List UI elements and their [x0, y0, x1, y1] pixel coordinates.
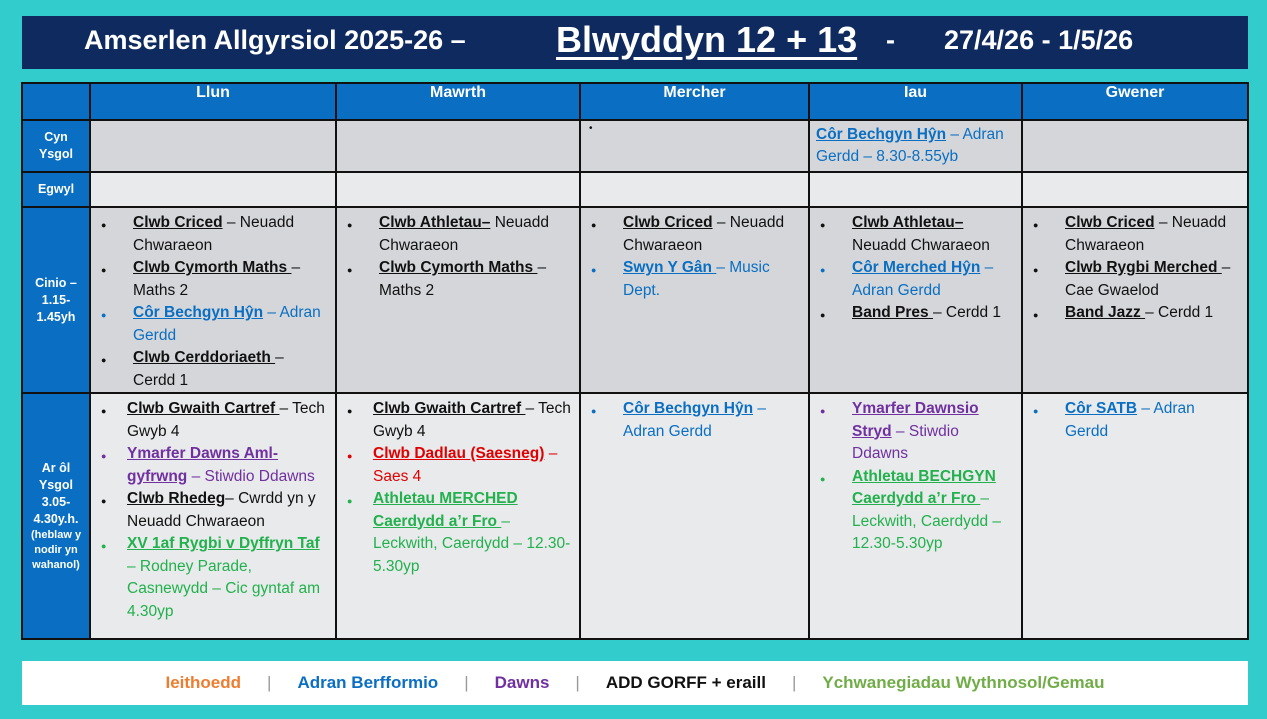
- activity-item: [343, 257, 573, 302]
- day-header-row: [22, 83, 1248, 120]
- bullet-marker: ●: [347, 451, 353, 461]
- activity-name: Côr Bechgyn Hŷn: [623, 400, 754, 417]
- timetable: [21, 82, 1249, 640]
- activity-list: [91, 394, 335, 623]
- activity-item: [97, 488, 329, 533]
- activity-name: Clwb Criced: [1065, 214, 1155, 231]
- legend-separator: |: [267, 673, 272, 692]
- activity-detail: – Neuadd Chwaraeon: [133, 214, 295, 254]
- bullet-marker: ●: [101, 451, 107, 461]
- activity-list: [581, 394, 808, 443]
- activity-detail: – Maths 2: [133, 259, 301, 299]
- row-label-egwyl: Egwyl: [22, 172, 90, 207]
- cell-cinio-llun: [90, 207, 336, 393]
- activity-detail: – Adran Gerdd: [133, 304, 321, 344]
- bullet-marker: ●: [820, 220, 826, 230]
- cell-arol-iau: [809, 393, 1022, 639]
- activity-name: Clwb Gwaith Cartref: [373, 400, 526, 417]
- activity-detail: – Adran Gerdd: [623, 400, 766, 440]
- cell-egwyl-mercher: [580, 172, 809, 207]
- activity-name: Clwb Athletau–: [852, 214, 964, 231]
- legend-dawns: Dawns: [494, 673, 550, 692]
- day-header-gwener: Gwener: [1022, 83, 1248, 120]
- colour-legend: [22, 661, 1248, 705]
- activity-item: [97, 398, 329, 443]
- bullet-marker: ●: [820, 310, 826, 320]
- activity-item: [97, 533, 329, 623]
- activity-detail: – Tech Gwyb 4: [373, 400, 571, 440]
- activity-name: Clwb Dadlau (Saesneg): [373, 445, 545, 462]
- bullet-marker: ●: [101, 496, 107, 506]
- activity-item: [343, 398, 573, 443]
- activity-item: [816, 257, 1015, 302]
- row-ar-ol-ysgol: [22, 393, 1248, 639]
- activity-detail: – Adran Gerdd: [1065, 400, 1195, 440]
- bullet-marker: ●: [347, 406, 353, 416]
- activity-detail: – Neuadd Chwaraeon: [1065, 214, 1227, 254]
- legend-separator: |: [791, 673, 797, 692]
- cell-cinio-mercher: [580, 207, 809, 393]
- activity-item: [587, 257, 802, 302]
- cell-cinio-iau: [809, 207, 1022, 393]
- activity-entry: [810, 121, 1021, 171]
- row-egwyl: [22, 172, 1248, 207]
- corner-cell: [22, 83, 90, 120]
- legend-separator: |: [464, 673, 469, 692]
- activity-item: [97, 212, 329, 257]
- activity-item: [343, 488, 573, 578]
- activity-name: Athletau MERCHED Caerdydd a’r Fro: [373, 490, 518, 530]
- activity-item: [1029, 302, 1241, 325]
- activity-name: Clwb Rhedeg: [127, 490, 226, 507]
- cell-egwyl-iau: [809, 172, 1022, 207]
- activity-list: [1023, 208, 1247, 325]
- activity-item: [343, 443, 573, 488]
- activity-list: [1023, 394, 1247, 443]
- activity-detail: – Saes 4: [373, 445, 558, 485]
- row-label-cyn-ysgol: [22, 120, 90, 172]
- row-label-line: 3.05-: [41, 494, 71, 509]
- activity-item: [587, 398, 802, 443]
- cell-cyn-mercher: [580, 120, 809, 172]
- day-header-mercher: Mercher: [580, 83, 809, 120]
- bullet-marker: ●: [347, 496, 353, 506]
- activity-name: Ymarfer Dawnsio Stryd: [852, 400, 979, 440]
- cell-egwyl-llun: [90, 172, 336, 207]
- activity-item: [97, 302, 329, 347]
- activity-name: Clwb Athletau–: [379, 214, 491, 231]
- activity-name: Côr Bechgyn Hŷn: [133, 304, 264, 321]
- activity-name: Clwb Cerddoriaeth: [133, 349, 276, 366]
- activity-item: [343, 212, 573, 257]
- row-label-line: 1.45yh: [36, 309, 76, 324]
- row-label-line: 4.30y.h.: [33, 511, 79, 526]
- cell-egwyl-gwener: [1022, 172, 1248, 207]
- cell-arol-mawrth: [336, 393, 580, 639]
- row-label-line: nodir yn: [34, 543, 78, 556]
- cell-egwyl-mawrth: [336, 172, 580, 207]
- legend-add-gorff: ADD GORFF + eraill: [605, 673, 766, 692]
- activity-name: Clwb Cymorth Maths: [379, 259, 538, 276]
- activity-detail: – Stiwdio Ddawns: [852, 422, 959, 462]
- cell-cyn-mawrth: [336, 120, 580, 172]
- activity-name: Côr Bechgyn Hŷn: [816, 126, 947, 143]
- week-dates: 27/4/26 - 1/5/26: [944, 25, 1134, 55]
- activity-detail: Neuadd Chwaraeon: [852, 236, 990, 254]
- row-label-line: Ar ôl: [41, 460, 71, 475]
- activity-list: [810, 208, 1021, 325]
- bullet-marker: ●: [1033, 265, 1039, 275]
- cell-cinio-mawrth: [336, 207, 580, 393]
- bullet-marker: ●: [820, 473, 826, 484]
- row-label-line: Ysgol: [38, 147, 74, 161]
- activity-item: [1029, 398, 1241, 443]
- activity-name: Swyn Y Gân: [623, 259, 717, 276]
- page-title: Amserlen Allgyrsiol 2025-26 –: [84, 25, 466, 55]
- activity-name: Clwb Criced: [133, 214, 223, 231]
- activity-detail: – Leckwith, Caerdydd – 12.30-5.30yp: [852, 490, 1002, 552]
- row-label-line: wahanol): [32, 558, 80, 571]
- activity-detail: – Cwrdd yn y Neuadd Chwaraeon: [127, 490, 316, 530]
- bullet-marker: ●: [101, 310, 107, 320]
- activity-list: [581, 208, 808, 302]
- activity-detail: – Maths 2: [379, 259, 547, 299]
- row-cyn-ysgol: [22, 120, 1248, 172]
- activity-detail: Neuadd Chwaraeon: [379, 214, 549, 254]
- activity-list: [810, 394, 1021, 556]
- bullet-marker: ●: [101, 265, 107, 275]
- bullet-marker: ●: [591, 406, 597, 416]
- day-header-mawrth: Mawrth: [336, 83, 580, 120]
- activity-name: Clwb Gwaith Cartref: [127, 400, 280, 417]
- bullet-marker: ●: [1033, 220, 1039, 230]
- activity-detail: – Rodney Parade, Casnewydd – Cic gyntaf am 4.30yp: [127, 557, 320, 620]
- activity-name: Clwb Cymorth Maths: [133, 259, 292, 276]
- activity-item: [97, 443, 329, 488]
- activity-item: [1029, 212, 1241, 257]
- bullet-marker: ●: [820, 406, 826, 416]
- activity-detail: – Music Dept.: [623, 259, 770, 299]
- row-label-line: Ysgol: [38, 477, 74, 492]
- activity-detail: – Adran Gerdd: [852, 259, 994, 299]
- activity-item: [816, 466, 1015, 556]
- day-header-iau: Iau: [809, 83, 1022, 120]
- legend-adran-berfformio: Adran Berfformio: [297, 673, 439, 692]
- bullet-marker: ●: [101, 406, 107, 416]
- activity-item: [97, 347, 329, 392]
- bullet-marker: ●: [101, 541, 107, 551]
- title-dash: -: [886, 25, 895, 55]
- activity-detail: – Cerdd 1: [932, 304, 1002, 321]
- activity-list: [91, 208, 335, 392]
- activity-detail: – Neuadd Chwaraeon: [623, 214, 785, 254]
- bullet-marker: ●: [820, 265, 826, 275]
- activity-name: Athletau BECHGYN Caerdydd a’r Fro: [852, 467, 996, 507]
- activity-name: Côr SATB: [1065, 400, 1138, 417]
- bullet-marker: ●: [101, 220, 107, 230]
- cell-arol-mercher: [580, 393, 809, 639]
- cell-cyn-iau: [809, 120, 1022, 172]
- legend-separator: |: [575, 673, 580, 692]
- activity-name: Band Pres: [852, 304, 933, 321]
- activity-item: [816, 212, 1015, 257]
- bullet-marker: ●: [347, 265, 353, 275]
- cell-cyn-llun: [90, 120, 336, 172]
- activity-item: [1029, 257, 1241, 302]
- row-label-line: Cyn: [44, 130, 68, 144]
- activity-list: [337, 208, 579, 302]
- activity-name: Band Jazz: [1065, 304, 1146, 321]
- cell-cyn-gwener: [1022, 120, 1248, 172]
- activity-item: [816, 398, 1015, 466]
- title-bar: [22, 16, 1248, 69]
- bullet-marker: ●: [347, 220, 353, 230]
- cell-cinio-gwener: [1022, 207, 1248, 393]
- activity-item: [587, 212, 802, 257]
- bullet-marker: ●: [591, 220, 597, 230]
- activity-item: [97, 257, 329, 302]
- row-label-line: (heblaw y: [30, 528, 82, 541]
- activity-detail: – Cae Gwaelod: [1065, 259, 1231, 299]
- activity-detail: – Stiwdio Ddawns: [187, 467, 315, 485]
- activity-detail: – Cerdd 1: [1145, 304, 1214, 321]
- row-label-cinio: [22, 207, 90, 393]
- day-header-llun: Llun: [90, 83, 336, 120]
- activity-detail: – Cerdd 1: [133, 349, 284, 389]
- activity-name: Clwb Rygbi Merched: [1065, 259, 1222, 276]
- legend-ychwanegiadau: Ychwanegiadau Wythnosol/Gemau: [822, 673, 1105, 692]
- activity-detail: – Adran Gerdd – 8.30-8.55yb: [816, 126, 1004, 165]
- row-label-line: 1.15-: [41, 292, 71, 307]
- legend-ieithoedd: Ieithoedd: [165, 673, 242, 692]
- bullet-marker: ●: [1033, 406, 1039, 416]
- activity-list: [337, 394, 579, 578]
- activity-name: Côr Merched Hŷn: [852, 259, 981, 276]
- year-group-title: Blwyddyn 12 + 13: [556, 19, 858, 60]
- activity-detail: – Leckwith, Caerdydd – 12.30-5.30yp: [373, 512, 571, 575]
- row-cinio: [22, 207, 1248, 393]
- activity-name: XV 1af Rygbi v Dyffryn Taf: [127, 535, 320, 552]
- row-label-ar-ol-ysgol: [22, 393, 90, 639]
- cell-arol-llun: [90, 393, 336, 639]
- bullet-marker: ●: [591, 265, 597, 275]
- bullet-marker: •: [589, 123, 593, 134]
- activity-name: Ymarfer Dawns Aml-gyfrwng: [127, 445, 279, 485]
- cell-arol-gwener: [1022, 393, 1248, 639]
- activity-item: [816, 302, 1015, 325]
- bullet-marker: ●: [101, 355, 107, 365]
- activity-detail: – Tech Gwyb 4: [127, 400, 325, 440]
- activity-name: Clwb Criced: [623, 214, 713, 231]
- bullet-marker: ●: [1033, 310, 1039, 320]
- row-label-line: Cinio –: [35, 275, 77, 290]
